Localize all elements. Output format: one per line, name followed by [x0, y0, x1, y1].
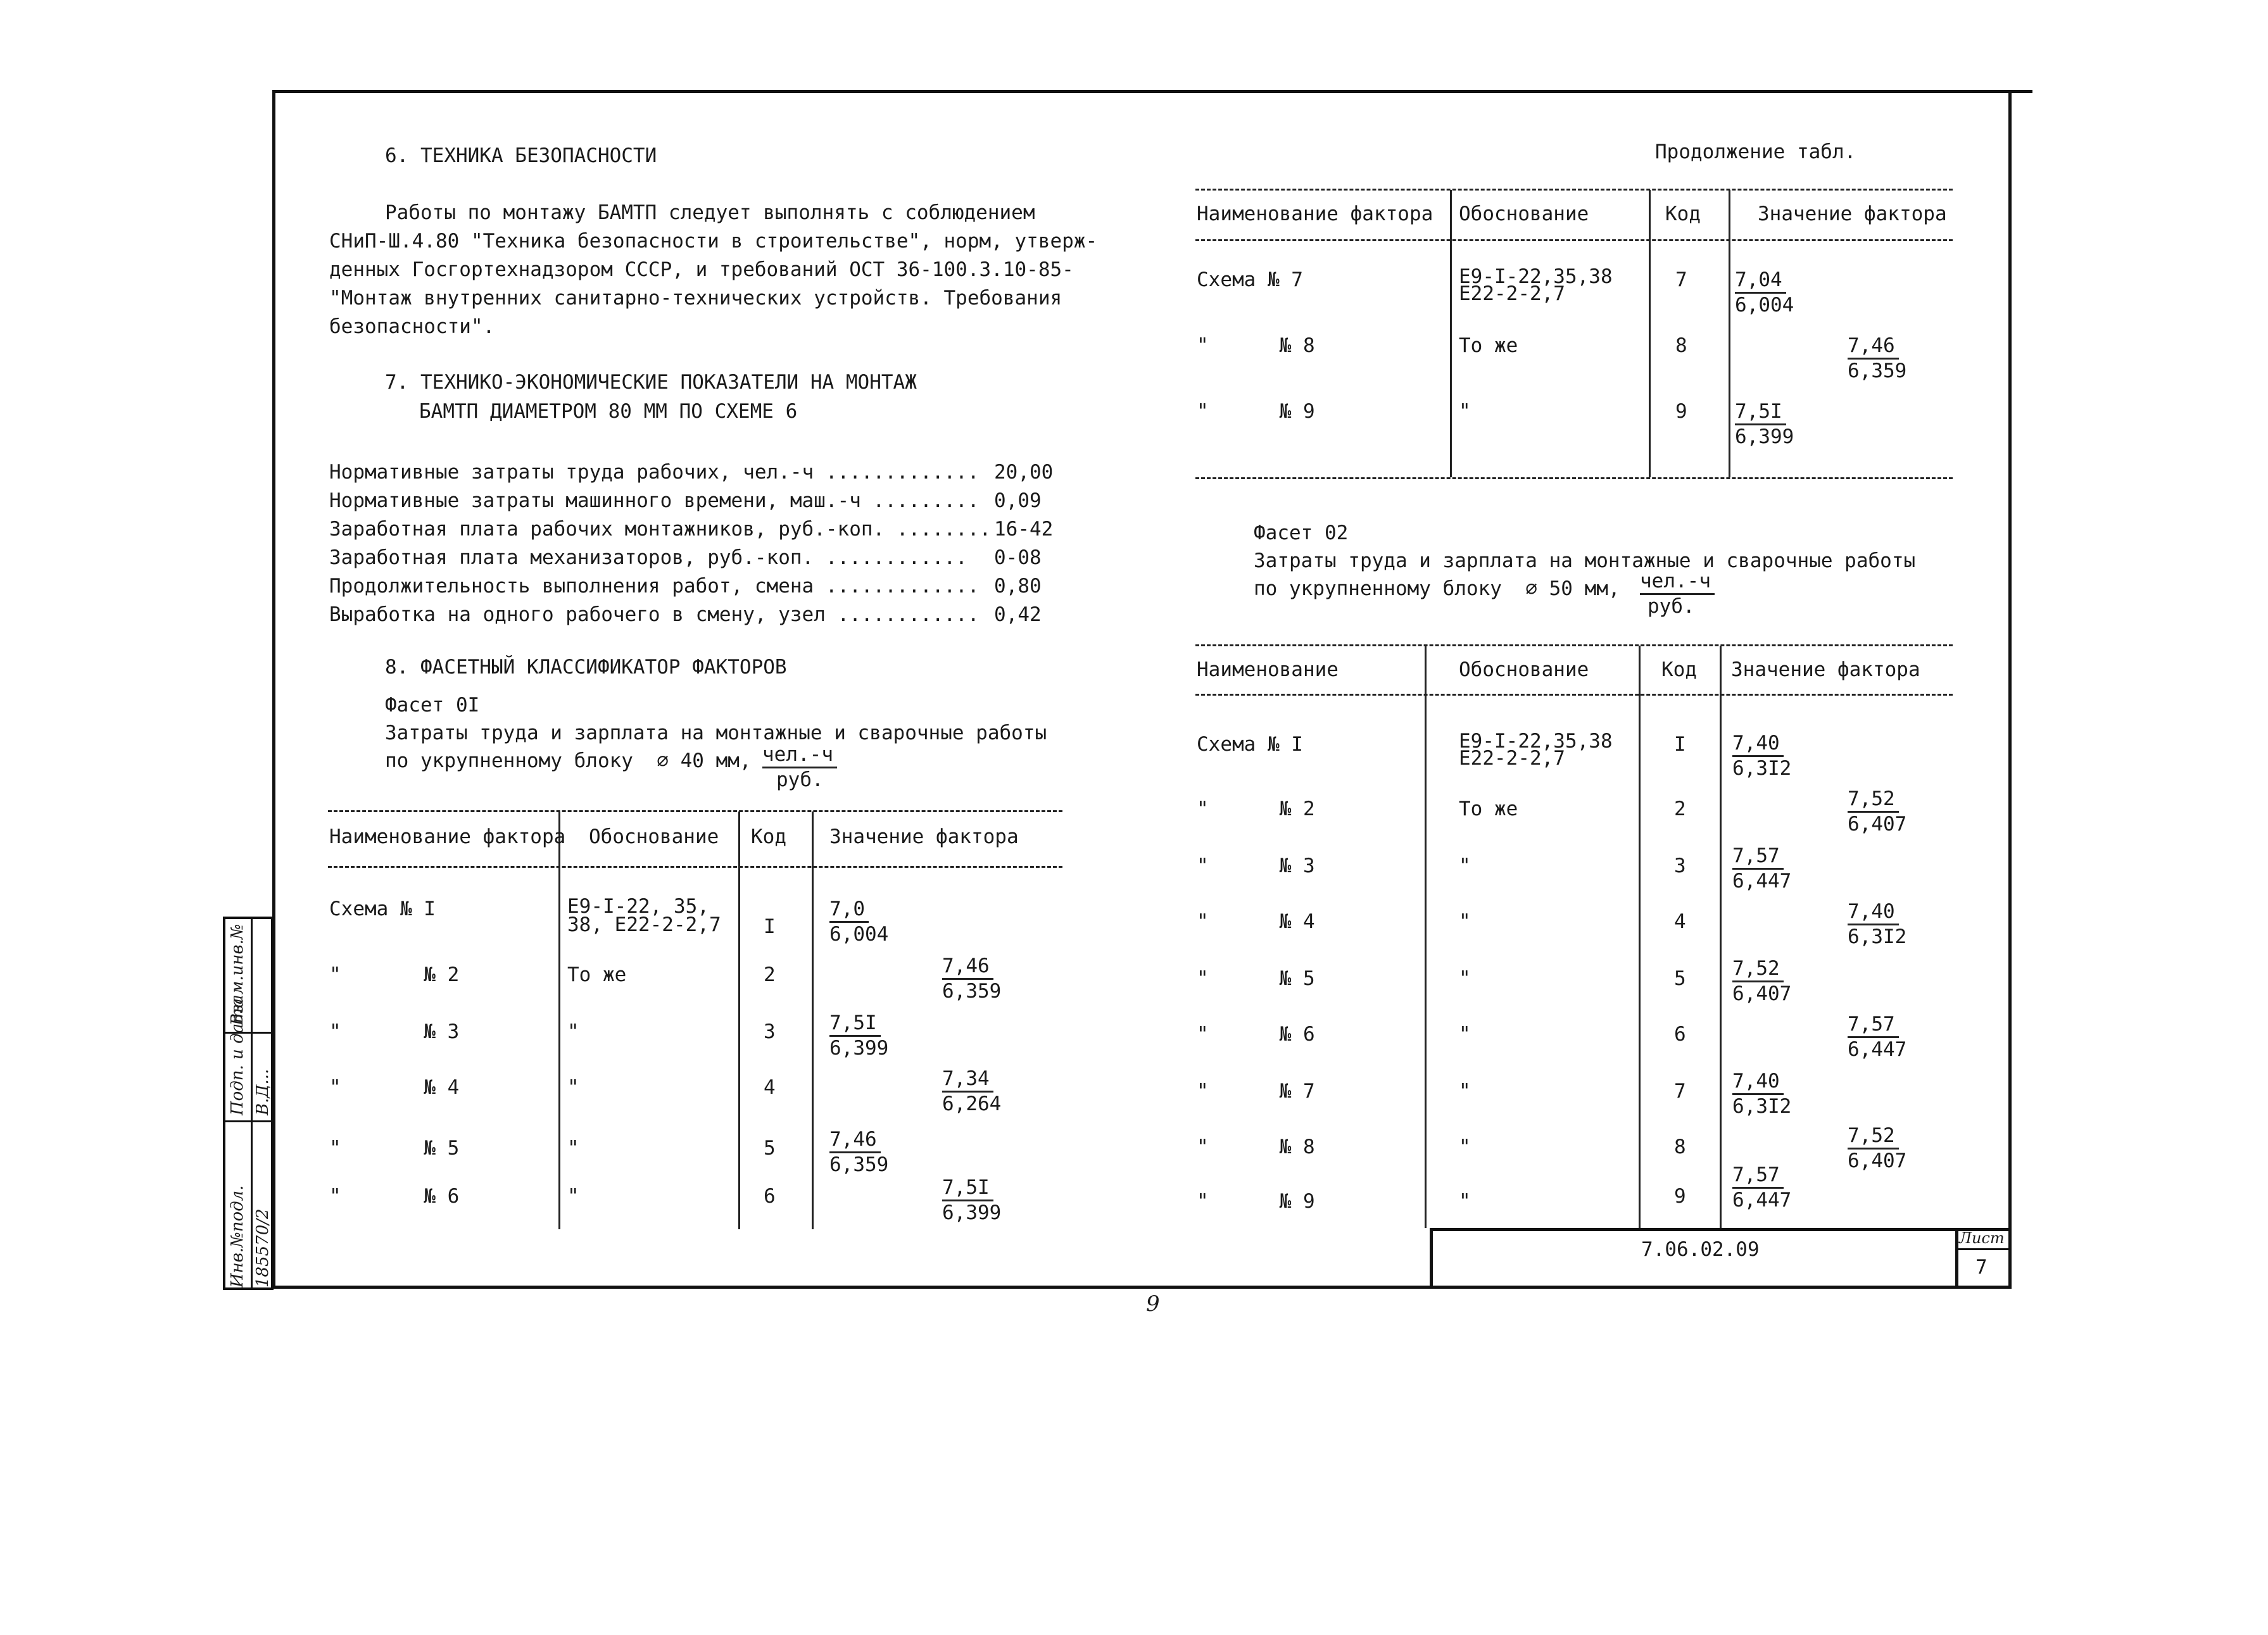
value-numerator: 7,0 — [829, 898, 869, 923]
table-header-basis: Обоснование — [589, 825, 719, 848]
table-header-value: Значение фактора — [1731, 658, 1920, 681]
value-denominator: 6,004 — [1735, 294, 1794, 316]
section-6-title: 6. ТЕХНИКА БЕЗОПАСНОСТИ — [385, 144, 657, 167]
table-header-value: Значение фактора — [829, 825, 1019, 848]
value-denominator: 6,399 — [1735, 425, 1794, 448]
indicator-value: 0,09 — [994, 489, 1042, 512]
frame-right-edge — [2008, 90, 2012, 1289]
value-numerator: 7,40 — [1848, 900, 1899, 925]
indicator-label: Выработка на одного рабочего в смену, узел ............ — [329, 603, 980, 626]
page-number: 9 — [1146, 1291, 1160, 1317]
row-basis: " — [567, 1076, 579, 1099]
indicator-label: Нормативные затраты машинного времени, маш.-ч ......... — [329, 489, 980, 512]
row-code: 4 — [1674, 910, 1686, 933]
stamp-divider — [225, 1120, 271, 1122]
value-denominator: 6,264 — [942, 1093, 1002, 1115]
indicator-value: 20,00 — [994, 461, 1054, 484]
row-code: 2 — [1674, 798, 1686, 820]
value-denominator: 6,447 — [1848, 1038, 1907, 1061]
table-header-value: Значение фактора — [1758, 203, 1947, 225]
indicator-value: 0-08 — [994, 546, 1042, 569]
sheet-box-divider — [1955, 1248, 2011, 1250]
table-col-line — [812, 811, 814, 1229]
table-header-code: Код — [751, 825, 786, 848]
value-numerator: 7,40 — [1732, 1070, 1784, 1095]
row-value — [1848, 900, 1906, 949]
table-rule — [328, 866, 1062, 868]
document-code: 7.06.02.09 — [1641, 1238, 1760, 1261]
stamp-vz-label: Взам.инв.№ — [228, 924, 247, 1025]
row-basis: " — [1459, 855, 1471, 877]
row-value — [1732, 1070, 1791, 1118]
value-denominator: 6,3I2 — [1732, 1095, 1792, 1118]
indicator-value: 0,80 — [994, 575, 1042, 598]
row-name: " № 7 — [1197, 1080, 1315, 1103]
value-numerator: 7,46 — [1848, 334, 1899, 360]
table-rule — [1195, 189, 1953, 191]
value-numerator: 7,5I — [942, 1176, 993, 1201]
row-name: " № 4 — [329, 1076, 460, 1099]
stamp-block — [223, 917, 274, 1290]
table-col-line — [1425, 646, 1427, 1228]
row-code: 8 — [1675, 334, 1687, 357]
frame-corner-mark — [2008, 90, 2032, 93]
row-name: Схема № I — [1197, 733, 1303, 756]
row-value — [1848, 1124, 1906, 1173]
row-basis: " — [1459, 400, 1471, 423]
value-denominator: 6,407 — [1848, 813, 1907, 836]
row-code: 6 — [1674, 1023, 1686, 1046]
value-denominator: 6,3I2 — [1732, 757, 1792, 780]
row-code: 8 — [1674, 1136, 1686, 1158]
row-basis: " — [567, 1020, 579, 1043]
value-numerator: 7,52 — [1848, 1124, 1899, 1150]
row-basis: " — [1459, 1080, 1471, 1103]
row-name: " № 6 — [329, 1185, 460, 1208]
table-col-line — [1720, 646, 1722, 1228]
table-header-name: Наименование фактора — [329, 825, 566, 848]
indicator-value: 0,42 — [994, 603, 1042, 626]
value-numerator: 7,04 — [1735, 268, 1786, 294]
stamp-sign-value: В.Д... — [253, 1068, 272, 1115]
table-col-line — [1649, 190, 1651, 477]
row-code: 5 — [764, 1137, 776, 1160]
table-header-code: Код — [1665, 203, 1701, 225]
value-denominator: 6,359 — [829, 1153, 889, 1176]
table-col-line — [1729, 190, 1730, 477]
row-code: 3 — [1674, 855, 1686, 877]
value-numerator: 7,57 — [1848, 1013, 1899, 1038]
sheet-label: Лист — [1959, 1229, 2005, 1247]
row-value — [1735, 400, 1794, 449]
row-code: 9 — [1674, 1185, 1686, 1208]
row-basis: " — [1459, 1136, 1471, 1158]
section-7-title-1: 7. ТЕХНИКО-ЭКОНОМИЧЕСКИЕ ПОКАЗАТЕЛИ НА МОНТАЖ — [385, 371, 917, 394]
value-numerator: 7,40 — [1732, 732, 1784, 757]
table-header-name: Наименование — [1197, 658, 1339, 681]
row-code: 9 — [1675, 400, 1687, 423]
table-rule — [1195, 644, 1953, 646]
row-name: " № 8 — [1197, 1136, 1315, 1158]
indicator-label: Продолжительность выполнения работ, смена ............. — [329, 575, 980, 598]
unit-denominator: руб. — [1647, 595, 1695, 618]
table-rule — [1195, 694, 1953, 696]
table-header-basis: Обоснование — [1459, 658, 1589, 681]
continuation-label: Продолжение табл. — [1655, 141, 1856, 163]
indicator-value: 16-42 — [994, 518, 1054, 541]
row-name: " № 3 — [329, 1020, 460, 1043]
row-name: " № 6 — [1197, 1023, 1315, 1046]
facet-02-name: Фасет 02 — [1254, 522, 1349, 544]
section-6-line-3: денных Госгортехнадзором СССР, и требований ОСТ 36-100.3.10-85- — [329, 258, 1074, 281]
section-8-title: 8. ФАСЕТНЫЙ КЛАССИФИКАТОР ФАКТОРОВ — [385, 656, 787, 679]
row-name: " № 9 — [1197, 1190, 1315, 1213]
unit-numerator: чел.-ч — [1640, 570, 1715, 595]
row-value — [1732, 732, 1791, 780]
sheet-number: 7 — [1975, 1256, 1988, 1279]
row-name: " № 3 — [1197, 855, 1315, 877]
row-name: " № 4 — [1197, 910, 1315, 933]
row-code: 7 — [1674, 1080, 1686, 1103]
unit-denominator: руб. — [776, 768, 824, 791]
value-numerator: 7,5I — [1735, 400, 1786, 425]
row-value — [829, 1128, 888, 1177]
stamp-sign-label: Подп. и дата — [228, 998, 247, 1115]
facet-01-name: Фасет 0I — [385, 694, 480, 717]
facet-02-desc-1: Затраты труда и зарплата на монтажные и сварочные работы — [1254, 549, 1916, 572]
indicator-label: Заработная плата механизаторов, руб.-коп. ............ — [329, 546, 967, 569]
row-code: 2 — [764, 963, 776, 986]
value-denominator: 6,407 — [1732, 982, 1792, 1005]
row-value — [1732, 1163, 1791, 1212]
table-rule — [328, 810, 1062, 812]
row-basis: " — [1459, 1190, 1471, 1213]
section-6-line-5: безопасности". — [329, 315, 495, 338]
row-name: " № 9 — [1197, 400, 1315, 423]
row-basis: " — [567, 1137, 579, 1160]
row-code: 6 — [764, 1185, 776, 1208]
indicator-label: Заработная плата рабочих монтажников, руб.-коп. ........ — [329, 518, 992, 541]
row-code: I — [764, 915, 776, 938]
row-basis: " — [1459, 967, 1471, 990]
section-7-title-2: БАМТП ДИАМЕТРОМ 80 ММ ПО СХЕМЕ 6 — [419, 400, 798, 423]
row-name: " № 8 — [1197, 334, 1315, 357]
value-denominator: 6,407 — [1848, 1150, 1907, 1172]
row-name: Схема № 7 — [1197, 268, 1303, 291]
facet-01-desc-1: Затраты труда и зарплата на монтажные и сварочные работы — [385, 722, 1047, 744]
value-numerator: 7,46 — [942, 955, 993, 980]
row-code: I — [1674, 733, 1686, 756]
row-value — [942, 1067, 1001, 1116]
value-denominator: 6,359 — [942, 980, 1002, 1003]
row-basis: Е9-I-22,35,38 Е22-2-2,7 — [1459, 265, 1613, 305]
facet-01-unit — [762, 743, 837, 792]
table-col-line — [558, 811, 560, 1229]
stamp-col-divider — [251, 919, 253, 1287]
value-denominator: 6,447 — [1732, 870, 1792, 893]
value-denominator: 6,3I2 — [1848, 925, 1907, 948]
row-basis: " — [567, 1185, 579, 1208]
row-value — [1735, 268, 1794, 317]
table-rule — [1195, 239, 1953, 241]
row-name: " № 5 — [1197, 967, 1315, 990]
value-denominator: 6,359 — [1848, 360, 1907, 382]
table-header-basis: Обоснование — [1459, 203, 1589, 225]
value-numerator: 7,52 — [1732, 957, 1784, 982]
row-basis: " — [1459, 1023, 1471, 1046]
table-col-line — [1639, 646, 1641, 1228]
row-basis: То же — [1459, 798, 1518, 820]
facet-02-desc-2: по укрупненному блоку ∅ 50 мм, — [1254, 577, 1620, 600]
value-denominator: 6,399 — [829, 1037, 889, 1060]
table-header-name: Наименование фактора — [1197, 203, 1433, 225]
row-basis: Е9-I-22,35,38 Е22-2-2,7 — [1459, 730, 1613, 770]
row-name: Схема № I — [329, 898, 436, 920]
row-value — [1848, 787, 1906, 836]
row-name: " № 5 — [329, 1137, 460, 1160]
row-basis: То же — [567, 963, 627, 986]
table-col-line — [1450, 190, 1452, 477]
unit-numerator: чел.-ч — [762, 743, 837, 768]
value-numerator: 7,57 — [1732, 844, 1784, 870]
table-header-code: Код — [1661, 658, 1697, 681]
row-basis: " — [1459, 910, 1471, 933]
value-denominator: 6,004 — [829, 923, 889, 946]
value-numerator: 7,57 — [1732, 1163, 1784, 1189]
value-numerator: 7,34 — [942, 1067, 993, 1093]
section-6-line-4: "Монтаж внутренних санитарно-технических устройств. Требования — [329, 287, 1062, 310]
row-value — [942, 955, 1001, 1003]
stamp-inv-label: Инв.№подл. — [228, 1185, 247, 1287]
row-code: 5 — [1674, 967, 1686, 990]
table-col-line — [738, 811, 740, 1229]
row-value — [829, 898, 888, 946]
section-6-line-2: СНиП-Ш.4.80 "Техника безопасности в строительстве", норм, утверж- — [329, 230, 1098, 253]
row-code: 7 — [1675, 268, 1687, 291]
row-value — [942, 1176, 1001, 1225]
section-6-line-1: Работы по монтажу БАМТП следует выполнять с соблюдением — [385, 201, 1035, 224]
row-code: 4 — [764, 1076, 776, 1099]
facet-02-unit — [1640, 570, 1715, 618]
indicator-label: Нормативные затраты труда рабочих, чел.-ч ............. — [329, 461, 980, 484]
row-value — [1848, 1013, 1906, 1062]
row-basis: То же — [1459, 334, 1518, 357]
value-denominator: 6,447 — [1732, 1189, 1792, 1212]
value-numerator: 7,52 — [1848, 787, 1899, 813]
row-name: " № 2 — [1197, 798, 1315, 820]
row-value — [1848, 334, 1906, 383]
value-denominator: 6,399 — [942, 1201, 1002, 1224]
row-value — [1732, 844, 1791, 893]
row-value — [829, 1012, 888, 1060]
row-value — [1732, 957, 1791, 1006]
value-numerator: 7,46 — [829, 1128, 881, 1153]
stamp-inv-value: 185570/2 — [253, 1208, 272, 1287]
row-name: " № 2 — [329, 963, 460, 986]
value-numerator: 7,5I — [829, 1012, 881, 1037]
facet-01-desc-2: по укрупненному блоку ∅ 40 мм, — [385, 749, 752, 772]
row-code: 3 — [764, 1020, 776, 1043]
table-rule — [1195, 477, 1953, 479]
row-basis: Е9-I-22, 35, 38, Е22-2-2,7 — [567, 895, 721, 936]
